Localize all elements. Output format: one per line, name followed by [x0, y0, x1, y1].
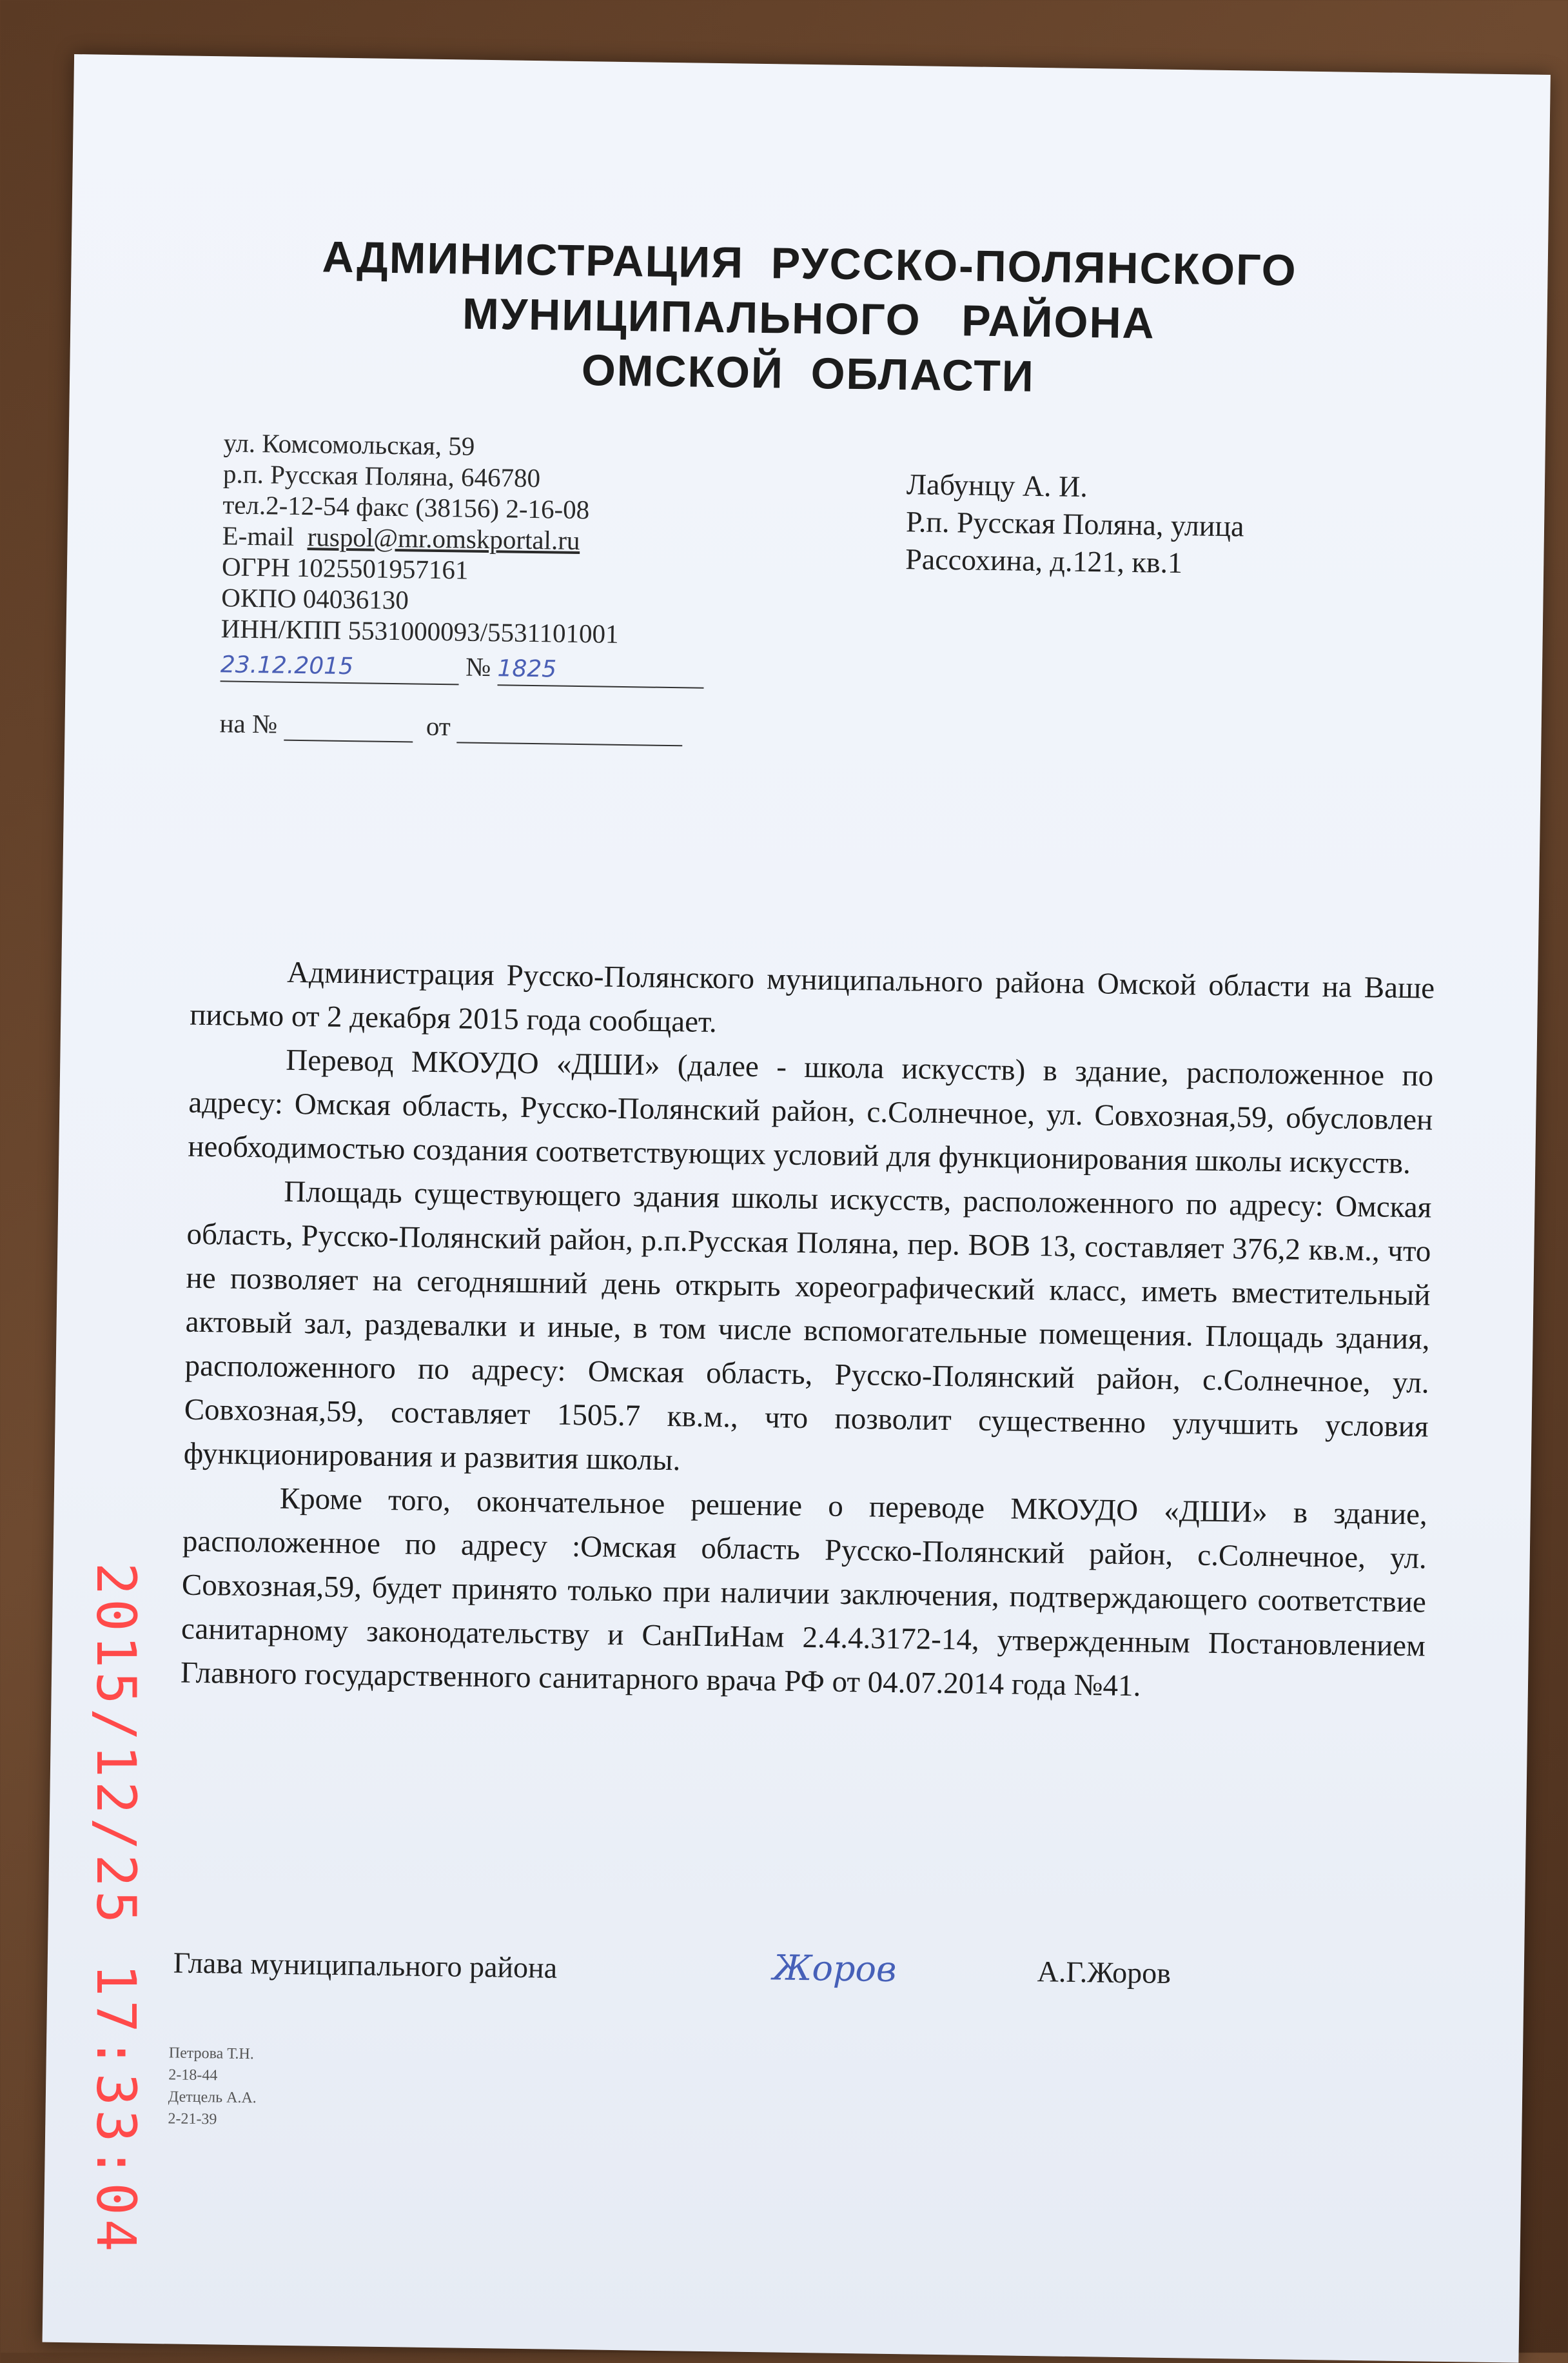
body-paragraph-4: Кроме того, окончательное решение о переводе МКОУДО «ДШИ» в здание, расположенное по адресу :Омская область Русско-Полянский район, с.Солнечное, ул. Совхозная,59, будет принято только при наличии заключения, подтверждающего соответствие санитарному законодательству и СанПиНам 2.4.4.3172-14, утвержденным Постановлением Главного государственного санитарного врача РФ от 04.07.2014 года №41.	[180, 1481, 1428, 1703]
body-paragraph-1: Администрация Русско-Полянского муниципального района Омской области на Ваше письмо от 2 декабря 2015 года сообщает.	[189, 955, 1435, 1040]
recipient-address-2: Рассохина, д.121, кв.1	[905, 542, 1183, 580]
outgoing-date-number-row	[220, 648, 704, 688]
sender-town: р.п. Русская Поляна, 646780	[222, 459, 541, 493]
letterhead-line-2: МУНИЦИПАЛЬНОГО РАЙОНА	[462, 289, 1156, 348]
reply-number-label: на №	[219, 708, 278, 739]
signatory-role: Глава муниципального района	[173, 1946, 558, 1984]
sender-block	[219, 427, 707, 746]
executor-1-phone: 2-18-44	[168, 2066, 218, 2084]
letter-page	[43, 54, 1551, 2363]
reply-date-field	[457, 711, 683, 746]
recipient-block	[905, 466, 1245, 582]
letterhead-line-3: ОМСКОЙ ОБЛАСТИ	[581, 346, 1035, 401]
body-paragraph-3: Площадь существующего здания школы искусств, расположенного по адресу: Омская область, Русско-Полянский район, р.п.Русская Поляна, пер. ВОВ 13, составляет 376,2 кв.м., что не позволяет на сегодняшний день открыть хореографический класс, иметь вместительный актовый зал, раздевалки и иные, в том числе вспомогательные помещения. Площадь здания, расположенного по адресу: Омская область, Русско-Полянский район, с.Солнечное, ул. Совхозная,59, составляет 1505.7 кв.м., что позволит существенно улучшить условия функционирования и развития школы.	[183, 1174, 1432, 1478]
letterhead-line-1: АДМИНИСТРАЦИЯ РУССКО-ПОЛЯНСКОГО	[322, 232, 1298, 295]
body-paragraph-2: Перевод МКОУДО «ДШИ» (далее - школа искусств) в здание, расположенное по адресу: Омская область, Русско-Полянский район, с.Солнечное, ул. Совхозная,59, обусловлен необходимостью создания соответствующих условий для функционирования школы искусств.	[188, 1043, 1434, 1181]
outgoing-date: 23.12.2015	[220, 651, 354, 680]
sender-ogrn: ОГРН 1025501957161	[221, 551, 469, 585]
outgoing-number: 1825	[497, 655, 557, 683]
email-label: E-mail	[222, 520, 295, 551]
sender-phone: тел.2-12-54 факс (38156) 2-16-08	[222, 489, 590, 525]
camera-timestamp-text: 2015/12/25 17:33:04	[84, 1562, 148, 2256]
executor-2-phone: 2-21-39	[168, 2110, 217, 2128]
reply-date-label: от	[426, 711, 451, 742]
outgoing-date-field	[220, 648, 460, 685]
executor-1-name: Петрова Т.Н.	[168, 2044, 255, 2063]
recipient-name: Лабунцу А. И.	[906, 468, 1088, 504]
signature-block	[173, 1945, 1269, 1990]
sender-street: ул. Комсомольская, 59	[223, 428, 475, 461]
executors-block	[168, 2042, 257, 2131]
executor-2-name: Детцель А.А.	[168, 2088, 257, 2107]
sender-okpo: ОКПО 04036130	[221, 582, 409, 615]
letter-body	[181, 949, 1435, 1712]
number-label: №	[465, 651, 491, 682]
camera-timestamp	[81, 1562, 152, 2256]
handwritten-signature: Жоров	[772, 1947, 897, 1990]
outgoing-number-field	[497, 651, 704, 688]
reply-number-field	[284, 709, 413, 743]
recipient-address-1: Р.п. Русская Поляна, улица	[905, 505, 1244, 543]
signatory-name: А.Г.Жоров	[1037, 1955, 1171, 1990]
sender-inn: ИНН/КПП 5531000093/5531101001	[220, 613, 619, 649]
reply-ref-row	[219, 707, 703, 746]
email-link[interactable]: ruspol@mr.omskportal.ru	[307, 522, 580, 556]
